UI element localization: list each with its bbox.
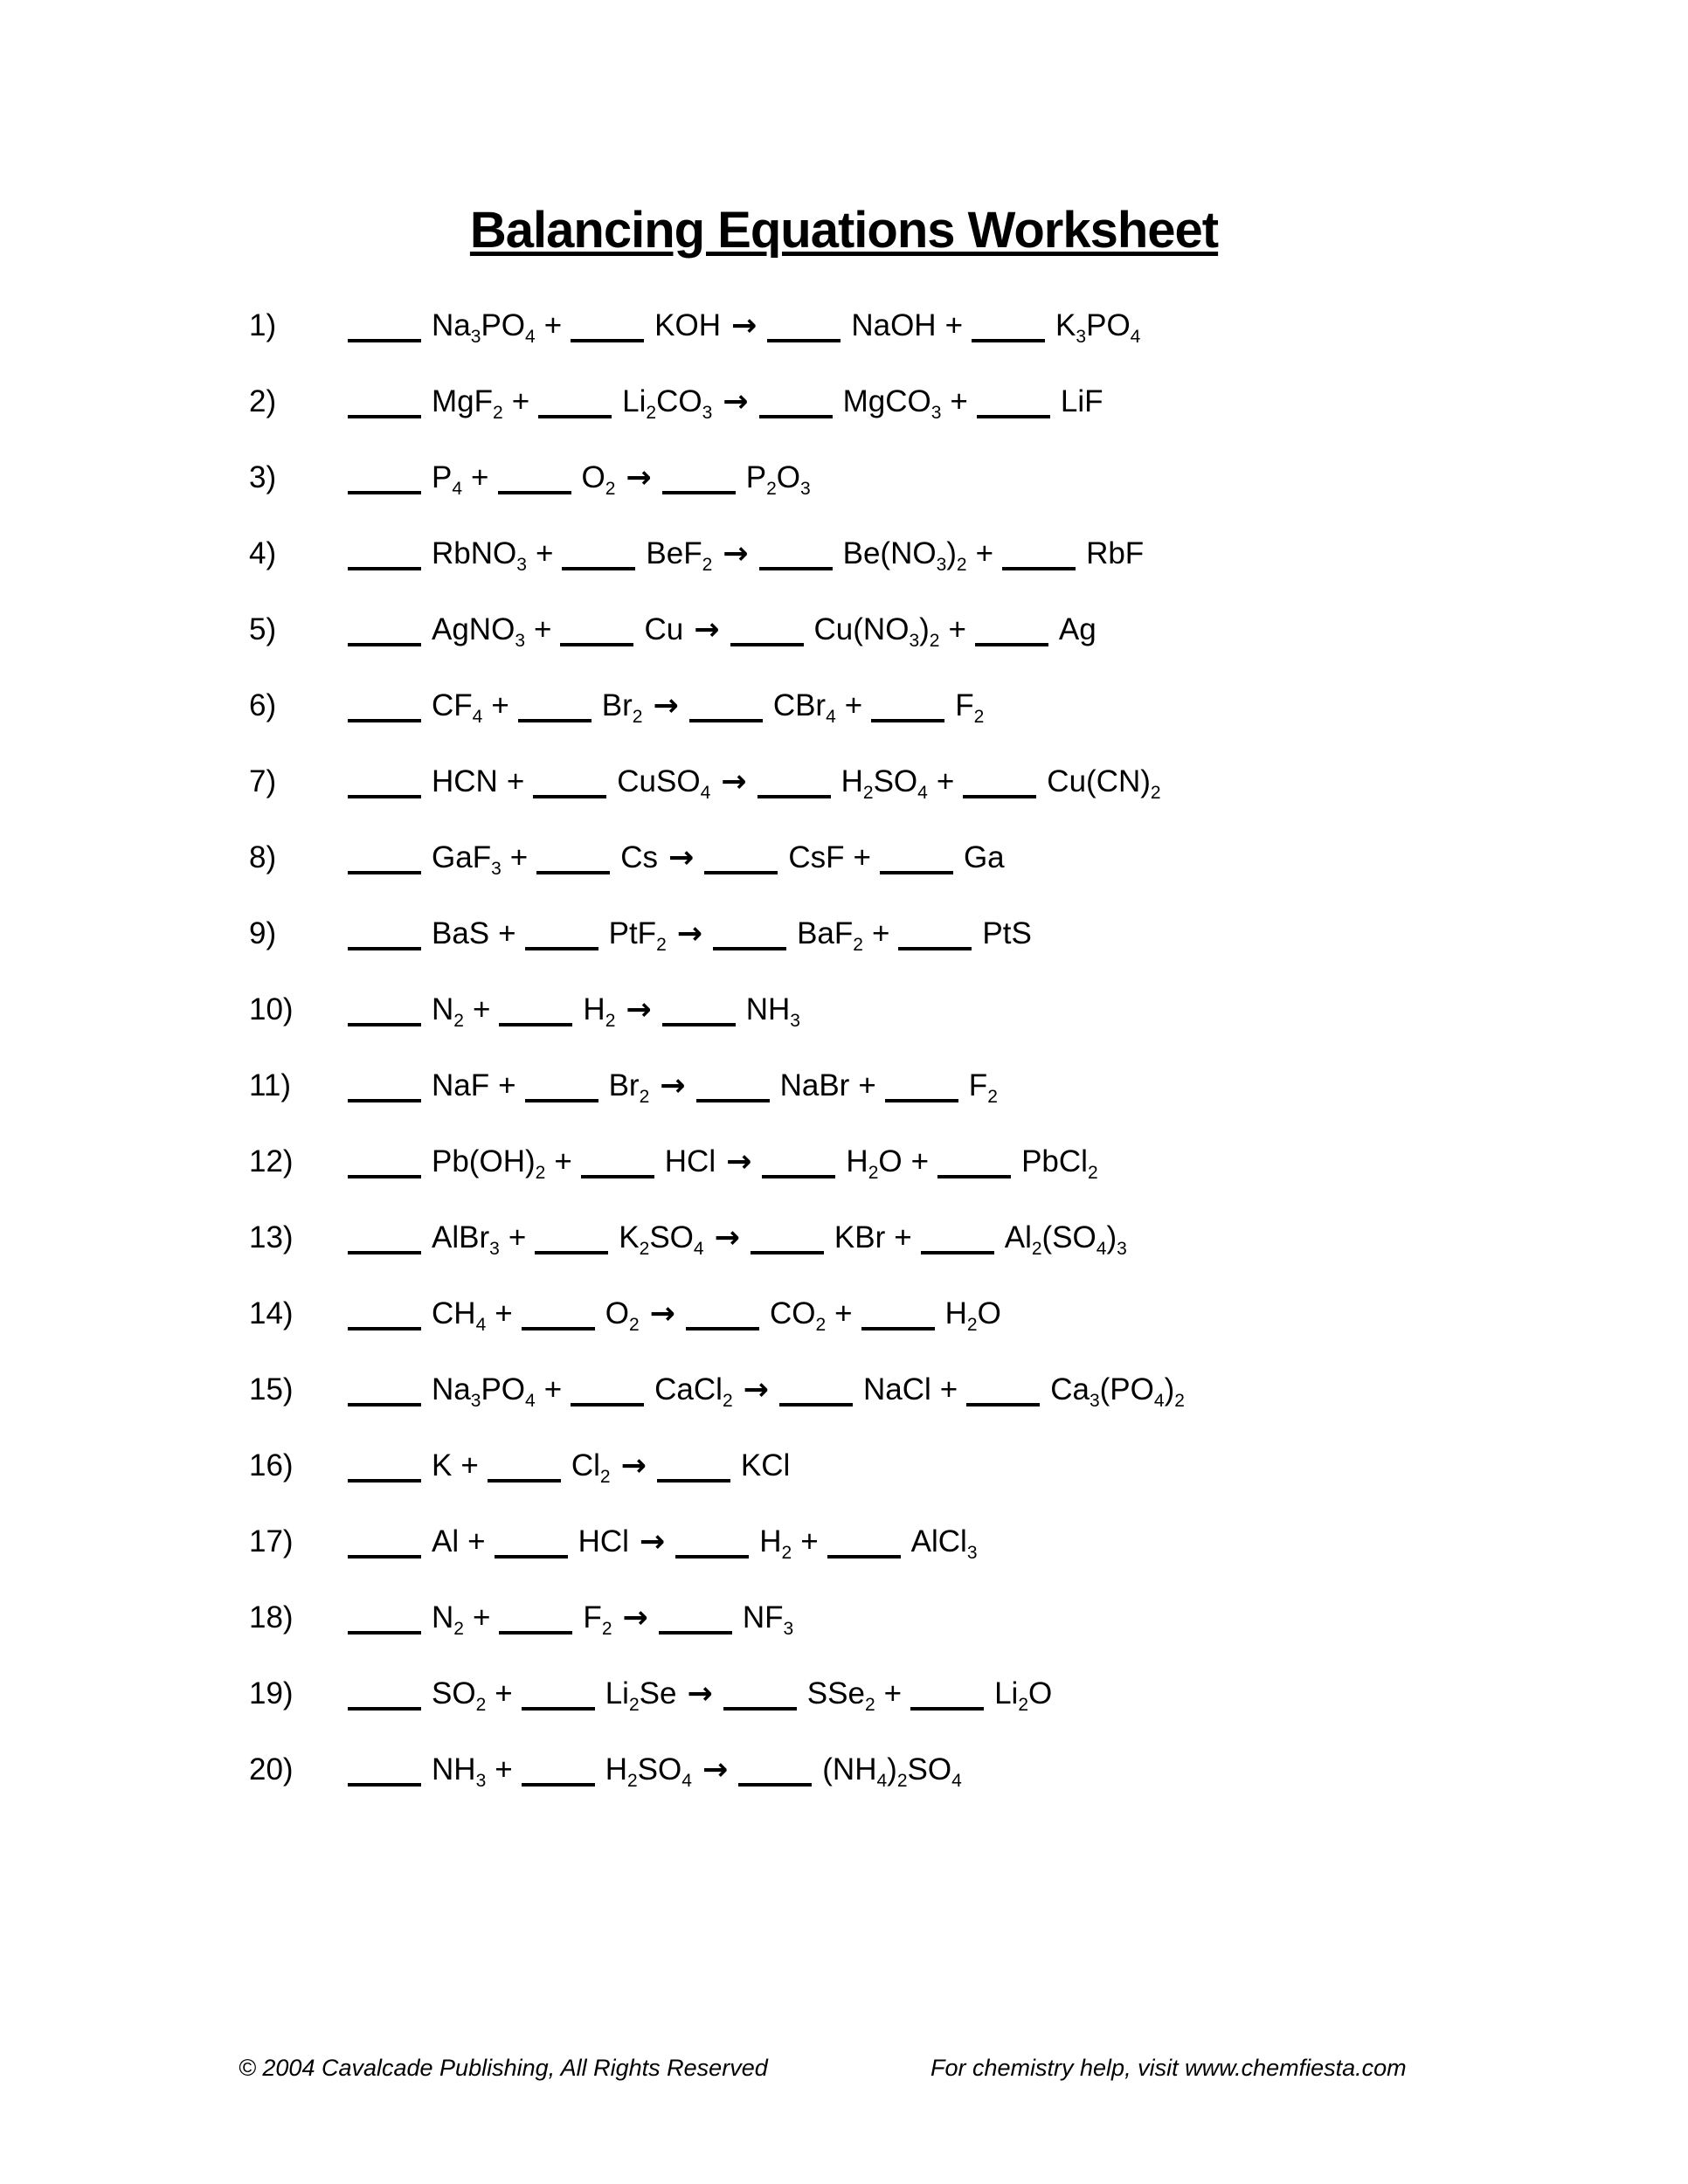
coefficient-blank[interactable]	[704, 871, 778, 874]
chemical-formula: RbF	[1086, 536, 1145, 570]
coefficient-blank[interactable]	[348, 1023, 421, 1026]
chemical-formula: NaCl	[862, 1372, 931, 1406]
plus-operator: +	[554, 1144, 572, 1178]
coefficient-blank[interactable]	[533, 795, 606, 798]
chemical-formula: $Li_2CO_3$	[622, 384, 713, 423]
arrow-icon: →	[622, 1600, 648, 1635]
chemical-formula: NaBr	[779, 1068, 850, 1102]
chemical-formula: $H_2O$	[846, 1144, 903, 1183]
chemical-formula: $Br_2$	[608, 1068, 650, 1107]
plus-operator: +	[509, 840, 529, 874]
chemical-formula: $CF_4$	[432, 688, 483, 727]
coefficient-blank[interactable]	[518, 719, 591, 722]
arrow-icon: →	[726, 1144, 752, 1179]
chemical-formula: $(NH_4)_2SO_4$	[822, 1752, 962, 1791]
chemical-formula: BaF$_2$	[797, 916, 863, 955]
coefficient-blank[interactable]	[348, 1099, 421, 1102]
chemical-formula: CsF	[788, 840, 845, 874]
chemical-formula: KBr	[834, 1220, 886, 1254]
arrow-icon: →	[731, 308, 758, 343]
coefficient-blank[interactable]	[885, 1099, 958, 1102]
equation-number: 9)	[249, 916, 277, 950]
chemical-formula: $Na_3PO_4$	[432, 308, 536, 347]
chemical-formula: $O_2$	[581, 460, 616, 499]
chemical-formula: $NH_3$	[432, 1752, 487, 1791]
coefficient-blank[interactable]	[910, 1707, 984, 1711]
coefficient-blank[interactable]	[880, 871, 953, 874]
coefficient-blank[interactable]	[562, 567, 635, 570]
coefficient-blank[interactable]	[348, 795, 421, 798]
equation-row	[249, 819, 1185, 895]
chemical-formula: $K_3PO_4$	[1055, 308, 1141, 347]
coefficient-blank[interactable]	[871, 719, 944, 722]
equation-row	[249, 1655, 1185, 1731]
coefficient-blank[interactable]	[767, 339, 841, 342]
plus-operator: +	[844, 688, 863, 722]
equation-row	[249, 743, 1185, 819]
coefficient-blank[interactable]	[779, 1403, 853, 1406]
equation-row	[249, 971, 1185, 1047]
plus-operator: +	[834, 1296, 853, 1330]
coefficient-blank[interactable]	[348, 1403, 421, 1406]
plus-operator: +	[975, 536, 994, 570]
arrow-icon: →	[668, 840, 695, 875]
chemical-formula: $P_2O_3$	[745, 460, 811, 499]
arrow-icon: →	[702, 1752, 729, 1787]
chemical-formula: KCl	[740, 1448, 791, 1482]
chemical-formula: $N_2$	[432, 1600, 464, 1639]
coefficient-blank[interactable]	[348, 415, 421, 418]
plus-operator: +	[800, 1524, 819, 1559]
equation-number: 15)	[249, 1372, 294, 1406]
plus-operator: +	[506, 764, 525, 798]
chemical-formula: $F_2$	[955, 688, 985, 727]
chemical-formula: CuSO$_4$	[617, 764, 711, 803]
equation-number: 18)	[249, 1600, 294, 1635]
arrow-icon: →	[714, 1220, 740, 1255]
equation-list	[249, 287, 1185, 1807]
equation-row	[249, 1503, 1185, 1579]
coefficient-blank[interactable]	[348, 1479, 421, 1482]
chemical-formula: GaF$_3$	[432, 840, 502, 879]
chemical-formula: RbNO$_3$	[432, 536, 527, 575]
coefficient-blank[interactable]	[758, 795, 831, 798]
plus-operator: +	[495, 1752, 513, 1787]
coefficient-blank[interactable]	[348, 643, 421, 646]
plus-operator: +	[858, 1068, 876, 1102]
chemical-formula: HCl	[664, 1144, 716, 1178]
chemical-formula: LiF	[1060, 384, 1103, 418]
arrow-icon: →	[723, 384, 749, 419]
chemical-formula: $N_2$	[432, 992, 464, 1031]
coefficient-blank[interactable]	[751, 1251, 824, 1254]
coefficient-blank[interactable]	[662, 1023, 736, 1026]
chemical-formula: $Be(NO_3)_2$	[842, 536, 967, 575]
chemical-formula: Al	[432, 1524, 460, 1559]
equation-number: 5)	[249, 612, 277, 646]
plus-operator: +	[853, 840, 871, 874]
coefficient-blank[interactable]	[963, 795, 1036, 798]
coefficient-blank[interactable]	[348, 491, 421, 494]
arrow-icon: →	[626, 460, 652, 495]
coefficient-blank[interactable]	[348, 1555, 421, 1559]
coefficient-blank[interactable]	[348, 567, 421, 570]
plus-operator: +	[910, 1144, 930, 1178]
chemical-formula: $Cl_2$	[571, 1448, 611, 1487]
coefficient-blank[interactable]	[759, 415, 833, 418]
chemical-formula: $H_2SO_4$	[605, 1752, 692, 1791]
equation-number: 4)	[249, 536, 277, 570]
chemical-formula: AlBr$_3$	[432, 1220, 500, 1259]
chemical-formula: PtF$_2$	[608, 916, 667, 955]
coefficient-blank[interactable]	[937, 1175, 1011, 1178]
coefficient-blank[interactable]	[762, 1175, 835, 1178]
plus-operator: +	[498, 916, 516, 950]
arrow-icon: →	[687, 1676, 713, 1711]
title-wrap	[0, 201, 1688, 259]
coefficient-blank[interactable]	[525, 1099, 598, 1102]
coefficient-blank[interactable]	[522, 1707, 595, 1711]
chemical-formula: $H_2$	[583, 992, 616, 1031]
chemical-formula: PtS	[982, 916, 1032, 950]
chemical-formula: PbCl$_2$	[1021, 1144, 1098, 1183]
chemical-formula: MgF$_2$	[432, 384, 503, 423]
coefficient-blank[interactable]	[921, 1251, 994, 1254]
footer-help-text: For chemistry help, visit www.chemfiesta.com	[930, 2055, 1407, 2081]
equation-number: 19)	[249, 1676, 294, 1711]
equation-number: 20)	[249, 1752, 294, 1787]
coefficient-blank[interactable]	[657, 1479, 730, 1482]
plus-operator: +	[472, 1600, 491, 1635]
coefficient-blank[interactable]	[536, 871, 610, 874]
chemical-formula: NaOH	[851, 308, 937, 342]
chemical-formula: HCl	[578, 1524, 629, 1559]
arrow-icon: →	[639, 1524, 666, 1559]
coefficient-blank[interactable]	[713, 947, 786, 950]
chemical-formula: Ga	[963, 840, 1005, 874]
equation-number: 6)	[249, 688, 277, 722]
coefficient-blank[interactable]	[525, 947, 598, 950]
coefficient-blank[interactable]	[689, 719, 763, 722]
coefficient-blank[interactable]	[348, 339, 421, 342]
chemical-formula: $P_4$	[432, 460, 463, 499]
equation-number: 17)	[249, 1524, 294, 1559]
coefficient-blank[interactable]	[738, 1783, 812, 1787]
chemical-formula: $H_2$	[759, 1524, 792, 1563]
chemical-formula: Ag	[1058, 612, 1097, 646]
equation-row	[249, 363, 1185, 439]
equation-row	[249, 439, 1185, 515]
equation-row	[249, 1123, 1185, 1199]
coefficient-blank[interactable]	[571, 339, 644, 342]
plus-operator: +	[495, 1296, 513, 1330]
chemical-formula: $Al_2(SO_4)_3$	[1004, 1220, 1127, 1259]
coefficient-blank[interactable]	[348, 1327, 421, 1330]
equation-number: 11)	[249, 1068, 291, 1102]
coefficient-blank[interactable]	[348, 1251, 421, 1254]
coefficient-blank[interactable]	[898, 947, 972, 950]
chemical-formula: KOH	[654, 308, 722, 342]
chemical-formula: $Br_2$	[601, 688, 643, 727]
coefficient-blank[interactable]	[571, 1403, 644, 1406]
arrow-icon: →	[694, 612, 720, 647]
equation-row	[249, 1579, 1185, 1655]
coefficient-blank[interactable]	[499, 1631, 572, 1635]
chemical-formula: MgCO$_3$	[842, 384, 942, 423]
coefficient-blank[interactable]	[662, 491, 736, 494]
chemical-formula: $Na_3PO_4$	[432, 1372, 536, 1411]
arrow-icon: →	[676, 916, 703, 951]
plus-operator: +	[498, 1068, 516, 1102]
equation-number: 13)	[249, 1220, 294, 1254]
chemical-formula: $H_2SO_4$	[841, 764, 928, 803]
chemical-formula: $Cu(CN)_2$	[1047, 764, 1161, 803]
chemical-formula: CBr$_4$	[772, 688, 836, 727]
coefficient-blank[interactable]	[827, 1555, 901, 1559]
coefficient-blank[interactable]	[723, 1707, 797, 1711]
coefficient-blank[interactable]	[1002, 567, 1076, 570]
equation-number: 7)	[249, 764, 277, 798]
coefficient-blank[interactable]	[498, 491, 571, 494]
chemical-formula: $NH_3$	[745, 992, 800, 1031]
equation-number: 14)	[249, 1296, 294, 1330]
plus-operator: +	[495, 1676, 513, 1711]
chemical-formula: SSe$_2$	[806, 1676, 875, 1715]
chemical-formula: $H_2O$	[944, 1296, 1001, 1335]
equation-row	[249, 667, 1185, 743]
coefficient-blank[interactable]	[538, 415, 612, 418]
plus-operator: +	[936, 764, 955, 798]
equation-number: 1)	[249, 308, 277, 342]
arrow-icon: →	[660, 1068, 686, 1103]
chemical-formula: $CO_2$	[769, 1296, 827, 1335]
plus-operator: +	[948, 612, 966, 646]
chemical-formula: NaF	[432, 1068, 490, 1102]
coefficient-blank[interactable]	[522, 1783, 595, 1787]
coefficient-blank[interactable]	[560, 643, 633, 646]
plus-operator: +	[543, 308, 563, 342]
coefficient-blank[interactable]	[348, 1707, 421, 1711]
coefficient-blank[interactable]	[975, 643, 1048, 646]
coefficient-blank[interactable]	[861, 1327, 935, 1330]
plus-operator: +	[511, 384, 530, 418]
chemical-formula: $NF_3$	[742, 1600, 794, 1639]
arrow-icon: →	[653, 688, 679, 723]
plus-operator: +	[534, 612, 552, 646]
coefficient-blank[interactable]	[696, 1099, 770, 1102]
coefficient-blank[interactable]	[535, 1251, 608, 1254]
plus-operator: +	[894, 1220, 912, 1254]
chemical-formula: HCN	[432, 764, 498, 798]
equation-row	[249, 1275, 1185, 1351]
plus-operator: +	[543, 1372, 563, 1406]
coefficient-blank[interactable]	[966, 1403, 1040, 1406]
plus-operator: +	[939, 1372, 958, 1406]
coefficient-blank[interactable]	[499, 1023, 572, 1026]
chemical-formula: $SO_2$	[432, 1676, 487, 1715]
equation-row	[249, 591, 1185, 667]
chemical-formula: Cs	[620, 840, 658, 874]
coefficient-blank[interactable]	[659, 1631, 732, 1635]
plus-operator: +	[508, 1220, 527, 1254]
coefficient-blank[interactable]	[522, 1327, 595, 1330]
arrow-icon: →	[649, 1296, 675, 1331]
plus-operator: +	[460, 1448, 479, 1482]
equation-number: 3)	[249, 460, 277, 494]
coefficient-blank[interactable]	[759, 567, 833, 570]
coefficient-blank[interactable]	[977, 415, 1050, 418]
equation-number: 2)	[249, 384, 277, 418]
coefficient-blank[interactable]	[730, 643, 804, 646]
arrow-icon: →	[723, 536, 749, 571]
coefficient-blank[interactable]	[348, 719, 421, 722]
equation-number: 8)	[249, 840, 277, 874]
equation-number: 16)	[249, 1448, 294, 1482]
arrow-icon: →	[620, 1448, 647, 1483]
chemical-formula: $O_2$	[605, 1296, 640, 1335]
coefficient-blank[interactable]	[348, 1631, 421, 1635]
coefficient-blank[interactable]	[348, 871, 421, 874]
coefficient-blank[interactable]	[675, 1555, 749, 1559]
equation-row	[249, 895, 1185, 971]
chemical-formula: Cu	[644, 612, 684, 646]
equation-row	[249, 1199, 1185, 1275]
arrow-icon: →	[721, 764, 747, 799]
equation-row	[249, 515, 1185, 591]
chemical-formula: $Li_2O$	[994, 1676, 1053, 1715]
arrow-icon: →	[743, 1372, 769, 1407]
plus-operator: +	[883, 1676, 903, 1711]
page-title: Balancing Equations Worksheet	[469, 202, 1219, 259]
chemical-formula: $F_2$	[968, 1068, 998, 1107]
arrow-icon: →	[626, 992, 652, 1027]
coefficient-blank[interactable]	[686, 1327, 759, 1330]
chemical-formula: K	[432, 1448, 453, 1482]
coefficient-blank[interactable]	[348, 1783, 421, 1787]
chemical-formula: $Ca_3(PO_4)_2$	[1050, 1372, 1185, 1411]
plus-operator: +	[950, 384, 968, 418]
equation-row	[249, 287, 1185, 363]
plus-operator: +	[491, 688, 509, 722]
chemical-formula: $K_2SO_4$	[619, 1220, 704, 1259]
chemical-formula: BaS	[432, 916, 490, 950]
plus-operator: +	[471, 460, 489, 494]
chemical-formula: $Cu(NO_3)_2$	[813, 612, 940, 651]
chemical-formula: AlCl$_3$	[910, 1524, 978, 1563]
chemical-formula: BeF$_2$	[646, 536, 713, 575]
plus-operator: +	[871, 916, 890, 950]
footer-copyright: © 2004 Cavalcade Publishing, All Rights Reserved	[239, 2055, 768, 2081]
chemical-formula: $Pb(OH)_2$	[432, 1144, 546, 1183]
plus-operator: +	[535, 536, 554, 570]
coefficient-blank[interactable]	[972, 339, 1045, 342]
chemical-formula: AgNO$_3$	[432, 612, 525, 651]
plus-operator: +	[467, 1524, 486, 1559]
equation-number: 10)	[249, 992, 294, 1026]
equation-row	[249, 1351, 1185, 1427]
equation-row	[249, 1047, 1185, 1123]
coefficient-blank[interactable]	[495, 1555, 568, 1559]
chemical-formula: $F_2$	[583, 1600, 612, 1639]
equation-row	[249, 1427, 1185, 1503]
equation-row	[249, 1731, 1185, 1807]
chemical-formula: CaCl$_2$	[654, 1372, 733, 1411]
equation-number: 12)	[249, 1144, 294, 1178]
chemical-formula: $CH_4$	[432, 1296, 487, 1335]
plus-operator: +	[472, 992, 491, 1026]
coefficient-blank[interactable]	[348, 947, 421, 950]
coefficient-blank[interactable]	[348, 1175, 421, 1178]
plus-operator: +	[944, 308, 964, 342]
chemical-formula: $Li_2Se$	[605, 1676, 677, 1715]
coefficient-blank[interactable]	[581, 1175, 654, 1178]
coefficient-blank[interactable]	[488, 1479, 561, 1482]
